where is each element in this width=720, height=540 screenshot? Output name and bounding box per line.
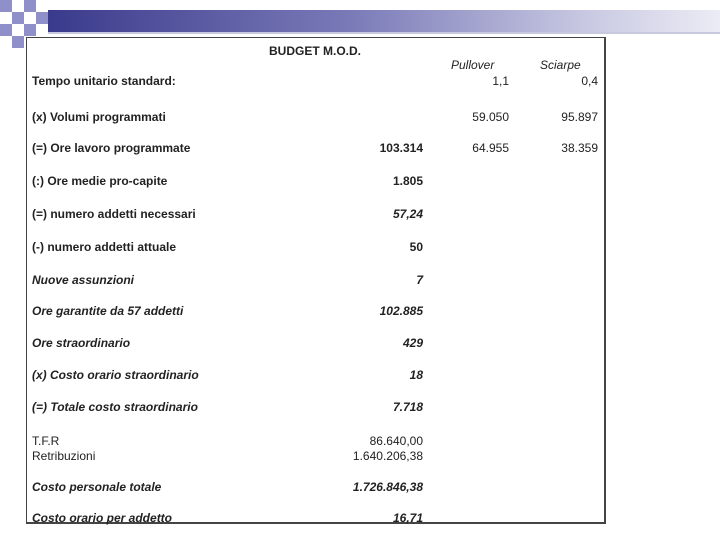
- row-pullover-value: 64.955: [472, 141, 509, 155]
- row-label: (=) Totale costo straordinario: [32, 400, 198, 414]
- row-total-value: 1.805: [392, 174, 423, 188]
- row-sciarpe-value: 0,4: [581, 74, 598, 88]
- row-total-value: 18: [409, 368, 423, 382]
- row-label: (:) Ore medie pro-capite: [32, 174, 168, 188]
- header-gradient-band: [48, 10, 720, 32]
- row-pullover-value: 59.050: [472, 110, 509, 124]
- row-label: T.F.R: [32, 434, 60, 448]
- column-header-pullover: Pullover: [451, 58, 495, 72]
- row-label: Ore straordinario: [32, 336, 131, 350]
- row-label: (=) numero addetti necessari: [32, 207, 196, 221]
- row-total-value: 429: [402, 336, 423, 350]
- header-divider: [48, 32, 720, 34]
- row-label: Costo personale totale: [32, 480, 162, 494]
- row-label: (x) Costo orario straordinario: [32, 368, 199, 382]
- row-total-value: 57,24: [392, 207, 423, 221]
- table-title: BUDGET M.O.D.: [269, 44, 361, 58]
- row-label: (x) Volumi programmati: [32, 110, 166, 124]
- row-total-value: 7: [416, 273, 423, 287]
- row-total-value: 16,71: [392, 511, 423, 525]
- column-header-sciarpe: Sciarpe: [540, 58, 581, 72]
- row-total-value: 50: [409, 240, 423, 254]
- row-pullover-value: 1,1: [492, 74, 509, 88]
- row-total-value: 1.640.206,38: [352, 449, 423, 463]
- row-total-value: 86.640,00: [369, 434, 423, 448]
- row-total-value: 103.314: [379, 141, 423, 155]
- row-sciarpe-value: 38.359: [561, 141, 598, 155]
- row-label: (=) Ore lavoro programmate: [32, 141, 191, 155]
- row-label: Ore garantite da 57 addetti: [32, 304, 184, 318]
- budget-table: [26, 37, 606, 524]
- row-label: Costo orario per addetto: [32, 511, 173, 525]
- row-sciarpe-value: 95.897: [561, 110, 598, 124]
- row-total-value: 1.726.846,38: [352, 480, 423, 494]
- row-total-value: 7.718: [392, 400, 423, 414]
- row-label: Retribuzioni: [32, 449, 96, 463]
- row-label: Tempo unitario standard:: [32, 74, 176, 88]
- row-label: (-) numero addetti attuale: [32, 240, 177, 254]
- row-total-value: 102.885: [379, 304, 423, 318]
- row-label: Nuove assunzioni: [32, 273, 135, 287]
